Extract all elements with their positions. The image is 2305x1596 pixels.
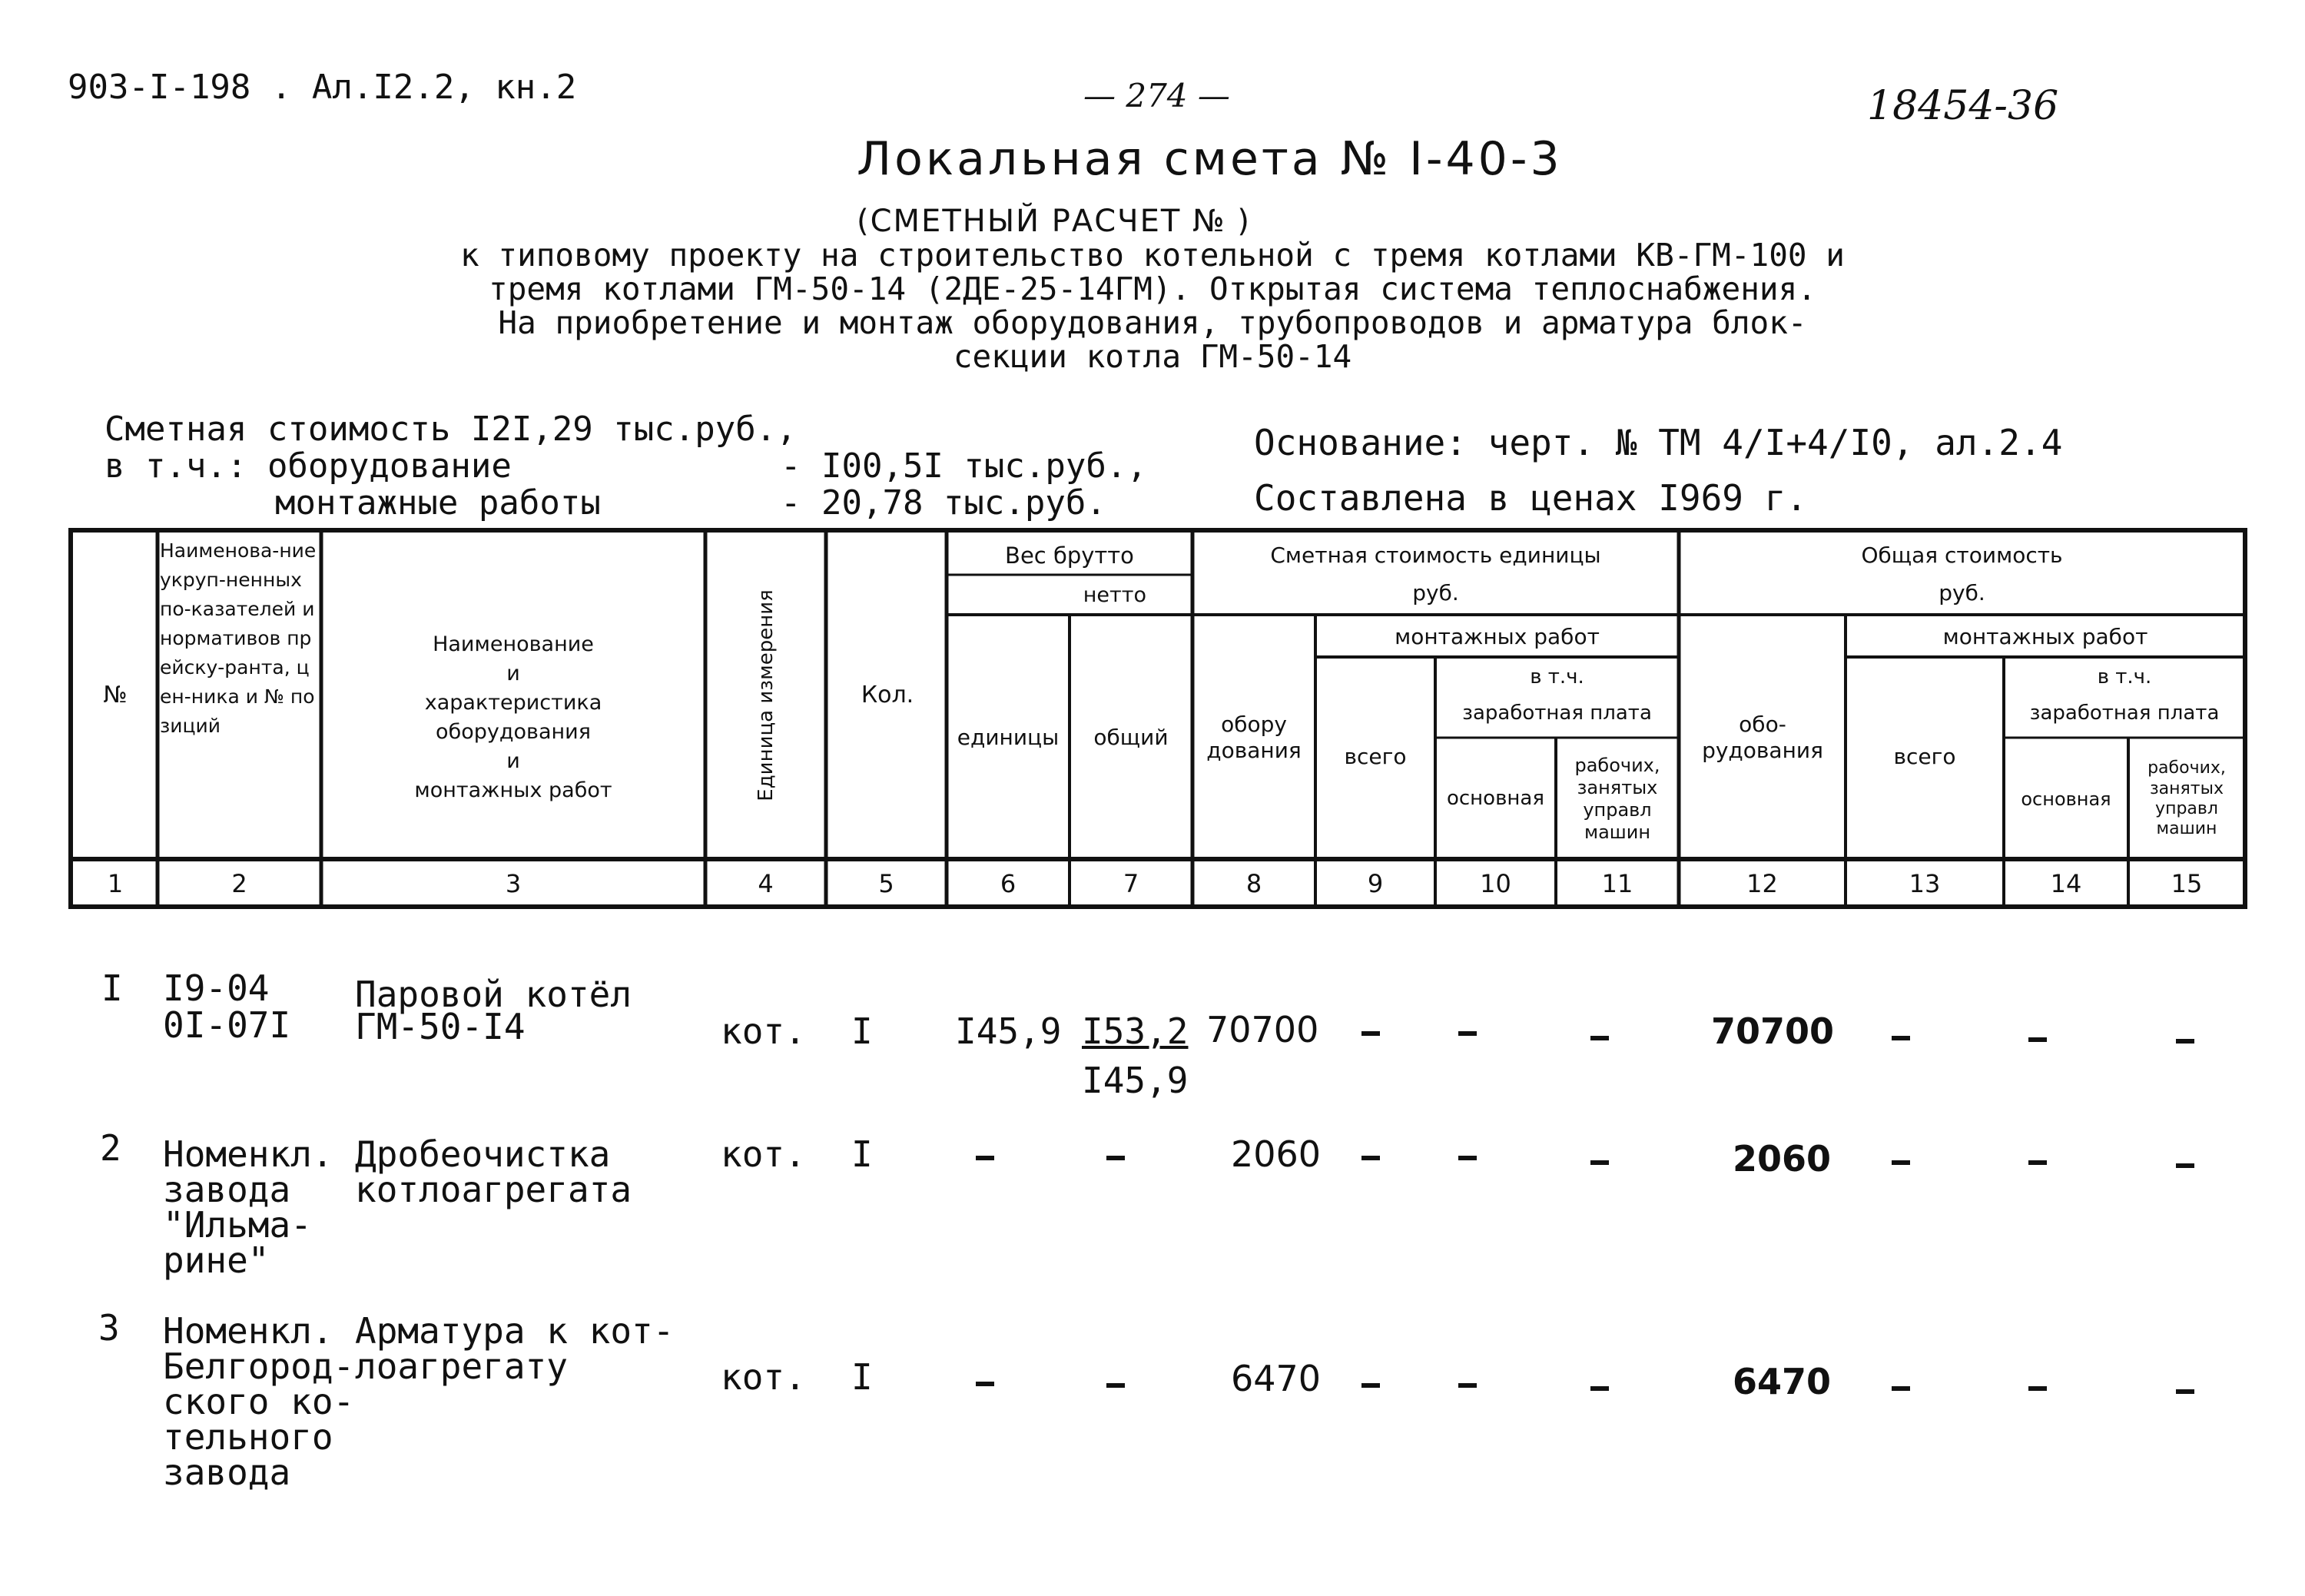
row-code-line: Номенкл. [163, 1133, 333, 1175]
empty-dash [2176, 1163, 2194, 1168]
row-weight-total: I53,2 [1082, 1010, 1189, 1052]
empty-dash [1892, 1160, 1910, 1165]
header-c12: обо-рудования [1702, 712, 1823, 763]
empty-dash [1458, 1031, 1477, 1036]
row-code-line: Номенкл. [163, 1310, 333, 1352]
document-code: 903-I-198 . Ал.I2.2, кн.2 [68, 68, 577, 107]
empty-dash [2028, 1037, 2047, 1042]
empty-dash [1361, 1031, 1380, 1036]
row-name-line: котлоагрегата [355, 1169, 632, 1210]
header-num: № [103, 682, 128, 708]
row-unit: кот. [721, 1356, 806, 1398]
empty-dash [1892, 1386, 1910, 1391]
empty-dash [1590, 1386, 1609, 1391]
archive-number: 18454-36 [1867, 83, 2059, 129]
header-weight-gross: Вес брутто [1005, 542, 1134, 569]
header-c15: рабочих, занятых управл машин [2147, 758, 2226, 839]
column-number: 12 [1746, 869, 1778, 898]
header-c4: Единица измерения [755, 589, 778, 801]
row-name-line: лоагрегату [355, 1345, 568, 1387]
header-unit-cost: Сметная стоимость единицы [1270, 543, 1601, 569]
row-equip-unit: 6470 [1231, 1358, 1322, 1399]
header-wage1: заработная плата [1462, 702, 1652, 725]
header-c3-line: оборудования [436, 720, 591, 744]
row-equip-total: 70700 [1711, 1010, 1835, 1052]
row-unit: кот. [721, 1010, 806, 1052]
row-qty: I [851, 1356, 873, 1398]
empty-dash [2028, 1386, 2047, 1391]
header-c5: Кол. [861, 682, 914, 708]
column-number: 3 [505, 869, 522, 898]
installation-value: - 20,78 тыс.руб. [781, 483, 1106, 523]
row-unit: кот. [721, 1133, 806, 1175]
empty-dash [2176, 1389, 2194, 1394]
header-mount2: монтажных работ [1942, 624, 2148, 650]
row-code-line: завода [163, 1452, 291, 1493]
column-number: 15 [2171, 869, 2203, 898]
empty-dash [1590, 1160, 1609, 1165]
empty-dash [976, 1382, 994, 1386]
header-unit-cost-rub: руб. [1412, 580, 1459, 606]
header-c2: Наименова-ние укруп-ненных по-казателей и нормативов прейску-ранта, цен-ника и № позиций [160, 539, 317, 737]
equipment-label: оборудование [267, 446, 512, 486]
column-number: 2 [231, 869, 247, 898]
header-weight-net: нетто [1083, 582, 1146, 607]
header-c3-line: Наименование [433, 632, 594, 656]
column-number: 9 [1367, 869, 1384, 898]
row-name-line: Паровой котёл [355, 974, 632, 1015]
description-line: тремя котлами ГМ-50-14 (2ДЕ-25-14ГМ). Открытая система теплоснабжения. [489, 270, 1816, 307]
header-c6: единицы [957, 725, 1060, 751]
column-number: 1 [107, 869, 124, 898]
header-incl2: в т.ч. [2097, 665, 2152, 689]
row-equip-unit: 70700 [1206, 1009, 1319, 1050]
column-number: 6 [1000, 869, 1017, 898]
total-cost-label: Сметная стоимость [104, 410, 451, 449]
column-number: 7 [1123, 869, 1139, 898]
incl-label: в т.ч.: [104, 446, 247, 486]
row-qty: I [851, 1133, 873, 1175]
header-total-cost-rub: руб. [1939, 580, 1985, 606]
empty-dash [1106, 1156, 1125, 1160]
header-c7: общий [1093, 725, 1169, 751]
row-code-line: рине" [163, 1239, 270, 1281]
header-c13: всего [1893, 744, 1956, 770]
row-code-line: I9-04 [163, 967, 270, 1009]
prices-line: Составлена в ценах I969 г. [1254, 477, 1808, 519]
row-name-line: ГМ-50-I4 [355, 1006, 526, 1047]
row-qty: I [851, 1010, 873, 1052]
row-num: 2 [100, 1127, 121, 1169]
row-equip-total: 6470 [1733, 1361, 1832, 1402]
empty-dash [1892, 1036, 1910, 1040]
description-line: На приобретение и монтаж оборудования, трубопроводов и арматура блок- [498, 304, 1807, 341]
row-name-line: Арматура к кот- [355, 1310, 675, 1352]
header-mount1: монтажных работ [1395, 624, 1600, 650]
row-num: 3 [98, 1307, 120, 1349]
header-c10: основная [1446, 787, 1544, 811]
description-line: секции котла ГМ-50-14 [953, 338, 1352, 375]
installation-label: монтажные работы [275, 483, 601, 523]
header-c14: основная [2021, 788, 2111, 810]
header-c3-line: монтажных работ [414, 778, 612, 802]
column-number: 8 [1245, 869, 1262, 898]
header-c11: рабочих, занятых управл машин [1574, 755, 1660, 843]
total-cost-value: I2I,29 тыс.руб., [470, 410, 797, 449]
equipment-value: - I00,5I тыс.руб., [781, 446, 1147, 486]
row-code-line: ского ко- [163, 1381, 355, 1422]
empty-dash [2028, 1160, 2047, 1165]
row-name-line: Дробеочистка [355, 1133, 611, 1175]
empty-dash [1361, 1383, 1380, 1388]
row-code-line: тельного [163, 1416, 333, 1458]
column-number: 11 [1601, 869, 1633, 898]
empty-dash [1106, 1383, 1125, 1388]
header-wage2: заработная плата [2029, 702, 2220, 725]
column-number: 10 [1480, 869, 1511, 898]
row-num: I [101, 967, 123, 1009]
column-number: 4 [758, 869, 774, 898]
header-c3-line: и [506, 662, 520, 685]
page-number: — 274 — [1083, 77, 1230, 114]
document-subtitle: (СМЕТНЫЙ РАСЧЕТ № ) [857, 204, 1251, 239]
column-number: 5 [878, 869, 894, 898]
column-number: 13 [1909, 869, 1941, 898]
header-c8: обору дования [1206, 712, 1302, 763]
empty-dash [1458, 1383, 1477, 1388]
column-number: 14 [2050, 869, 2082, 898]
basis-line: Основание: черт. № ТМ 4/I+4/I0, ал.2.4 [1254, 422, 2063, 463]
row-weight-total-net: I45,9 [1082, 1060, 1189, 1101]
header-c3-line: характеристика [424, 691, 602, 715]
empty-dash [976, 1156, 994, 1160]
row-equip-unit: 2060 [1231, 1133, 1322, 1175]
empty-dash [1458, 1156, 1477, 1160]
header-total-cost: Общая стоимость [1861, 543, 2063, 569]
row-code-line: 0I-07I [163, 1004, 291, 1046]
header-c9: всего [1344, 744, 1407, 770]
row-code-line: Белгород- [163, 1345, 355, 1387]
document-title: Локальная смета № I-40-3 [857, 132, 1563, 186]
description-line: к типовому проекту на строительство котельной с тремя котлами КВ-ГМ-100 и [460, 237, 1845, 274]
empty-dash [2176, 1039, 2194, 1044]
empty-dash [1361, 1156, 1380, 1160]
header-c3 [323, 630, 704, 805]
row-equip-total: 2060 [1733, 1138, 1832, 1180]
row-weight-unit: I45,9 [955, 1010, 1062, 1052]
empty-dash [1590, 1036, 1609, 1040]
row-code-line: завода [163, 1169, 291, 1210]
row-code-line: "Ильма- [163, 1204, 312, 1246]
header-c3-line: и [506, 749, 520, 773]
header-incl1: в т.ч. [1530, 665, 1584, 689]
